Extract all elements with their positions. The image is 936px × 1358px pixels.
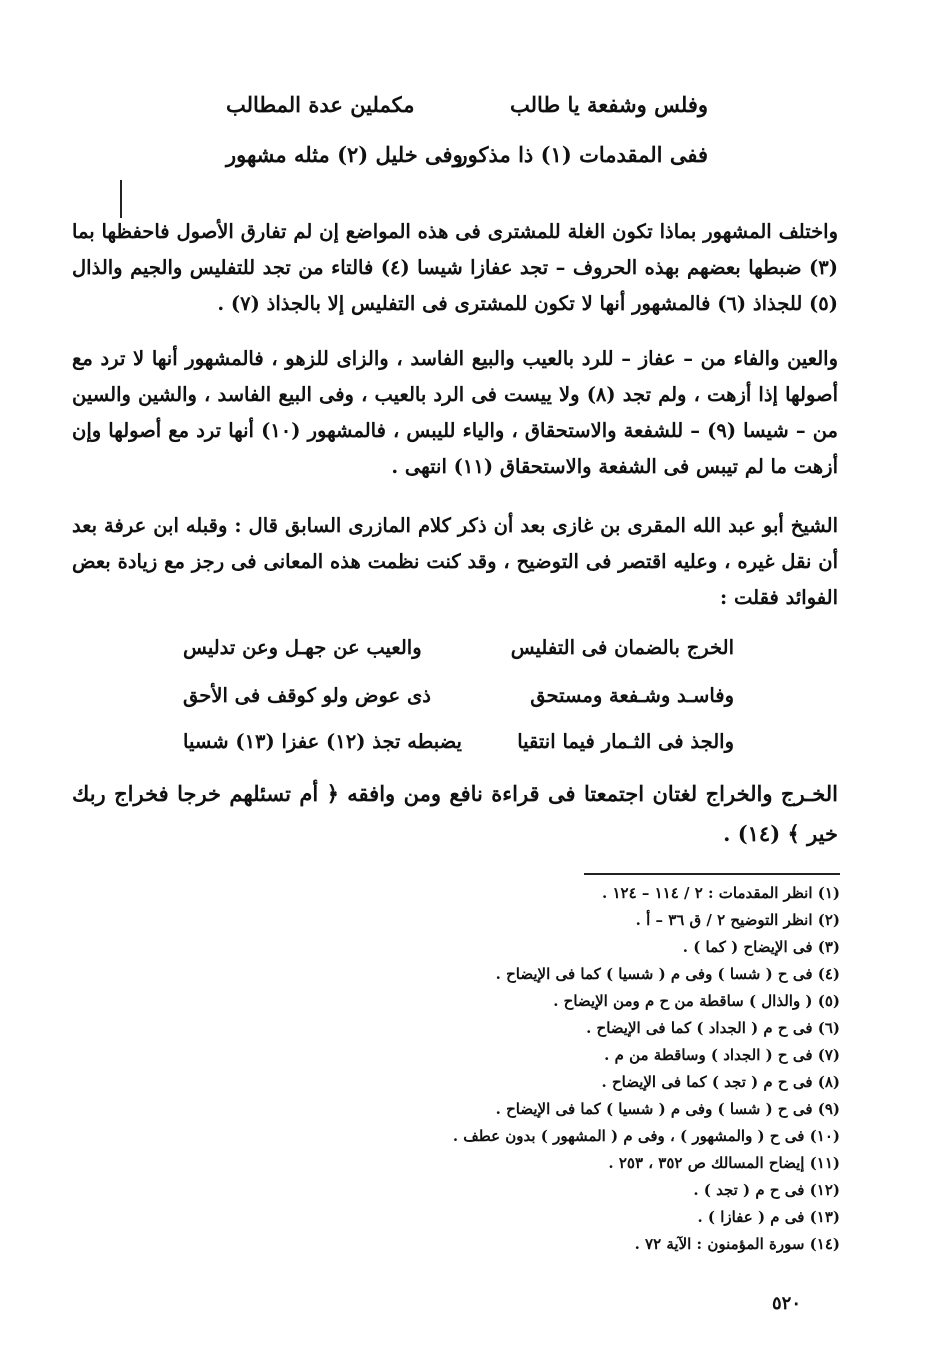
paragraph-quran-quote: الخـرج والخراج لغتان اجتمعتا فى قراءة نافع ومن وافقه ﴿ أم تسئلهم خرجا فخراج ربك خير ﴾ (١٤) . (72, 781, 838, 846)
footnote: (٦) فى ح م ( الجداد ) كما فى الإيضاح . (586, 1019, 840, 1037)
verse-line (0, 142, 936, 172)
footnote: (٢) انظر التوضيح ٢ / ق ٣٦ – أ . (635, 911, 840, 929)
poem-line (511, 636, 734, 659)
paragraph: والعين والفاء من – عفاز – للرد بالعيب والبيع الفاسد ، والزاى للزهو ، فالمشهور أنها لا ترد مع أصولها إذا أزهت ، ولم تجد (٨) ولا ييست فى الرد بالعيب ، وفى البيع الفاسد ، والشين والسين من – شيسا (٩) – للشفعة والاستحقاق ، والياء لليبس ، فالمشهور (١٠) أنها ترد مع أصولها وإن أزهت ما لم تيبس فى الشفعة والاستحقاق (١١) انتهى . (72, 347, 838, 478)
footnote: (١٠) فى ح ( والمشهور ) ، وفى م ( المشهور ) بدون عطف . (452, 1127, 840, 1145)
poem-hemistich-left: والعيب عن جهـل وعن تدليس (183, 636, 422, 659)
verse-hemistich-right: وفلس وشفعة يا طالب (510, 92, 708, 117)
verse-line (0, 92, 936, 122)
page-number: ٥٢٠ (772, 1293, 802, 1314)
verse-hemistich-left: وفى خليل (٢) مثله مشهور (226, 142, 463, 167)
verse-hemistich-left: مكملين عدة المطالب (226, 92, 415, 117)
poem-line (183, 636, 422, 659)
footnote: (٣) فى الإيضاح ( كما ) . (682, 938, 840, 956)
footnote: (٨) فى ح م ( تجد ) كما فى الإيضاح . (601, 1073, 840, 1091)
paragraph: واختلف المشهور بماذا تكون الغلة للمشترى فى هذه المواضع إن لم تفارق الأصول فاحفظها بما (٣) ضبطها بعضهم بهذه الحروف – تجد عفازا شيسا (٤) فالتاء من تجد للتفليس والجيم والذال (٥) للجذاذ (٦) فالمشهور أنها لا تكون للمشترى فى التفليس إلا بالجذاذ (٧) . (72, 220, 838, 315)
footnote: (١١) إيضاح المسالك ص ٣٥٢ ، ٢٥٣ . (608, 1154, 840, 1172)
footnote: (١٢) فى ح م ( تجد ) . (693, 1181, 840, 1199)
poem-hemistich-right: الخرج بالضمان فى التفليس (510, 636, 734, 659)
verse-hemistich-right: ففى المقدمات (١) ذا مذكور (457, 142, 708, 167)
footnote: (١) انظر المقدمات : ٢ / ١١٤ – ١٢٤ . (602, 884, 840, 902)
footnote-separator (584, 873, 840, 875)
poem-hemistich-left: ذى عوض ولو كوقف فى الأحق (183, 684, 431, 707)
footnote: (٧) فى ح ( الجداد ) وساقطة من م . (604, 1046, 840, 1064)
footnotes (280, 880, 840, 1258)
footnote: (٩) فى ح ( شسا ) وفى م ( شسيا ) كما فى الإيضاح . (495, 1100, 840, 1118)
paragraph: الشيخ أبو عبد الله المقرى بن غازى بعد أن ذكر كلام المازرى السابق قال : وقبله ابن عرفة بعد أن نقل غيره ، وعليه اقتصر فى التوضيح ، وقد كنت نظمت هذه المعانى فى رجز مع زيادة بعض الفوائد فقلت : (72, 514, 838, 609)
footnote: (٤) فى ح ( شسا ) وفى م ( شسيا ) كما فى الإيضاح . (495, 965, 840, 983)
poem-line (517, 730, 734, 753)
poem-line (183, 730, 462, 753)
footnote: (١٤) سورة المؤمنون : الآية ٧٢ . (634, 1235, 840, 1253)
poem-hemistich-right: وفاسـد وشـفعة ومستحق (530, 684, 734, 707)
poem-hemistich-right: والجذ فى الثـمار فيما انتقيا (517, 730, 734, 753)
margin-mark (120, 180, 122, 218)
footnote: (١٣) فى م ( عفازا ) . (697, 1208, 840, 1226)
poem-hemistich-left: يضبطه تجذ (١٢) عفزا (١٣) شسيا (183, 730, 462, 753)
footnote: (٥) ( والذال ) ساقطة من ح م ومن الإيضاح . (553, 992, 840, 1010)
poem-line (183, 684, 431, 707)
poem-line (530, 684, 734, 707)
